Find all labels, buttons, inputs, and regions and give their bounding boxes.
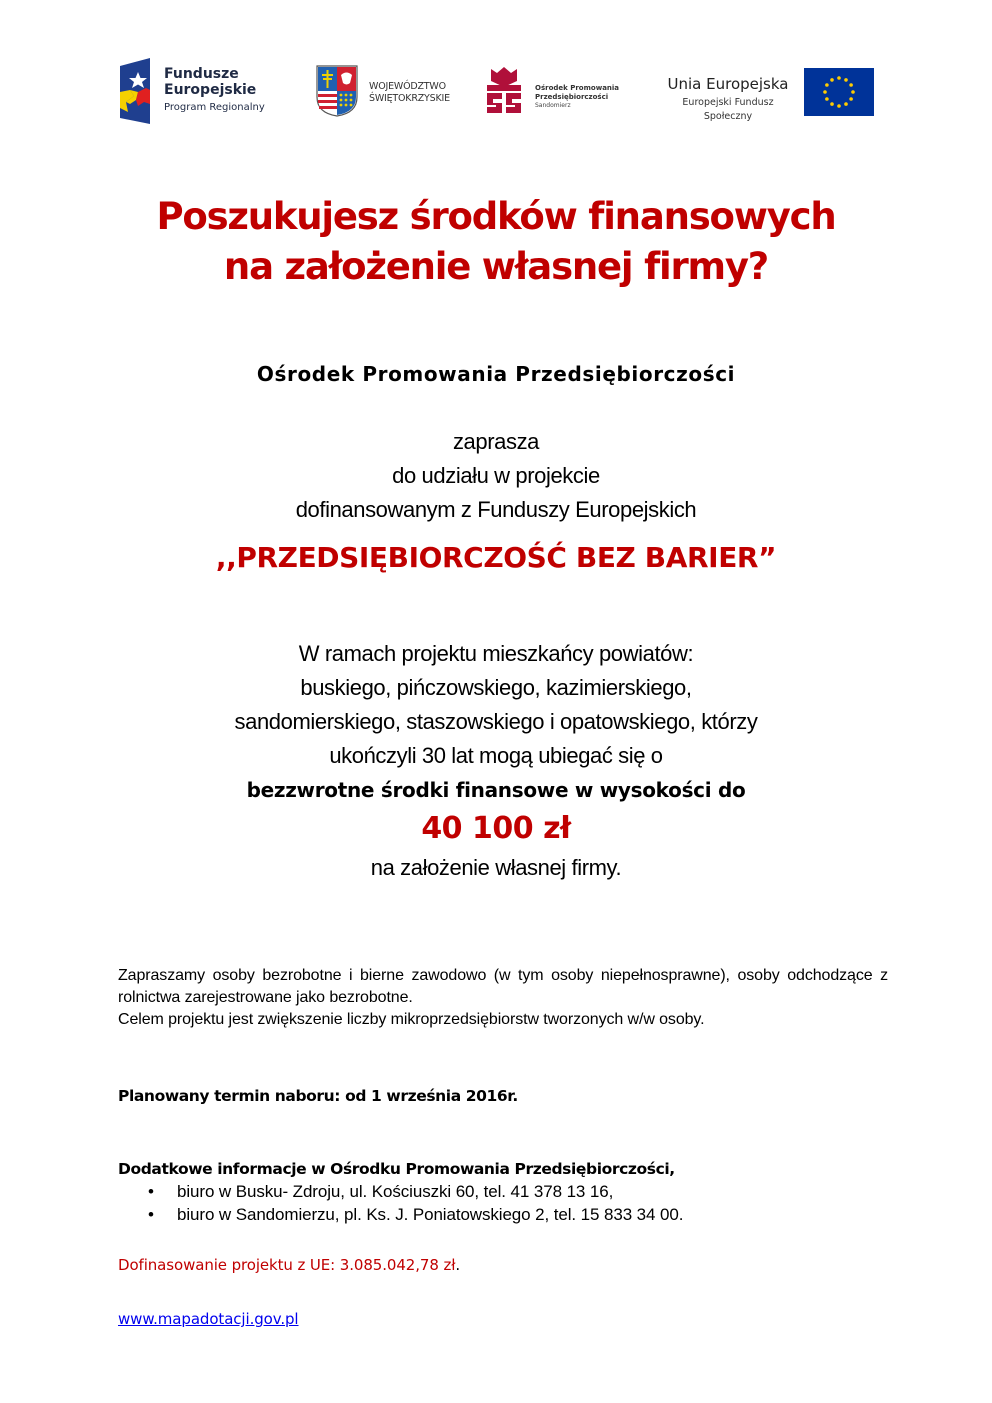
invite-line-3: dofinansowanym z Funduszy Europejskich [295, 497, 697, 522]
invite-line-1: zaprasza [452, 429, 540, 454]
eligibility-line-3: sandomierskiego, staszowskiego i opatowskiego, którzy [234, 709, 758, 734]
cofinancing-text: Dofinasowanie projektu z UE: 3.085.042,78 zł [118, 1256, 456, 1274]
organization-name: Ośrodek Promowania Przedsiębiorczości [256, 362, 736, 386]
fundusze-europejskie-stars-icon [118, 58, 152, 124]
logo-ue-line1: Unia Europejska [667, 75, 789, 93]
eligibility-grant-text: bezzwrotne środki finansowe w wysokości do [246, 778, 746, 802]
eligibility-line-2: buskiego, pińczowskiego, kazimierskiego, [300, 675, 692, 700]
invitation-text [0, 425, 992, 527]
logo-fe-line2: Europejskie [164, 82, 257, 98]
recruitment-date: Planowany termin naboru: od 1 września 2016r. [118, 1087, 518, 1105]
eligibility-line-7: na założenie własnej firmy. [370, 855, 622, 880]
cofinancing-info [118, 1254, 888, 1276]
logo-ws-line1: WOJEWÓDZTWO [369, 81, 446, 92]
website-link-container [118, 1308, 888, 1330]
office-list [118, 1180, 888, 1226]
office-item [118, 1180, 888, 1203]
logo-opp-line1: Ośrodek Promowania [535, 84, 620, 92]
opp-emblem-icon [485, 67, 523, 115]
page-title [0, 192, 992, 292]
eu-flag-icon [804, 68, 874, 116]
logo-opp-line2: Przedsiębiorczości [535, 93, 609, 101]
more-info-heading: Dodatkowe informacje w Ośrodku Promowania Przedsiębiorczości, [118, 1160, 675, 1178]
description-line-1: Zapraszamy osoby bezrobotne i bierne zawodowo (w tym osoby niepełnosprawne), osoby odchodzące z rolnictwa zarejestrowane jako bezrobotne. [118, 967, 888, 1006]
description-block [118, 965, 888, 1031]
logo-ws-line2: ŚWIĘTOKRZYSKIE [369, 93, 450, 104]
logo-fe-line1: Fundusze [164, 66, 239, 82]
logo-osrodek [485, 67, 625, 115]
logo-ue-line2: Europejski Fundusz Społeczny [682, 97, 774, 122]
eligibility-line-1: W ramach projektu mieszkańcy powiatów: [298, 641, 694, 666]
bullet-icon: • [148, 1182, 154, 1201]
logo-bar [118, 55, 878, 125]
description-line-2: Celem projektu jest zwiększenie liczby mikroprzedsiębiorstw tworzonych w/w osoby. [118, 1011, 705, 1028]
office-text: biuro w Sandomierzu, pl. Ks. J. Poniatowskiego 2, tel. 15 833 34 00. [177, 1205, 684, 1224]
eligibility-line-4: ukończyli 30 lat mogą ubiegać się o [329, 743, 663, 768]
logo-fe-line3: Program Regionalny [164, 102, 265, 113]
logo-unia-europejska [658, 75, 798, 122]
logo-fundusze-europejskie [118, 58, 278, 124]
grant-amount: 40 100 zł [421, 811, 571, 846]
more-info-block [118, 1158, 888, 1226]
eligibility-block [0, 637, 992, 885]
logo-wojewodztwo [316, 65, 461, 117]
cofinancing-period: . [455, 1256, 461, 1274]
office-text: biuro w Busku- Zdroju, ul. Kościuszki 60, tel. 41 378 13 16, [177, 1182, 614, 1201]
title-line-1: Poszukujesz środków finansowych [156, 195, 836, 238]
coat-of-arms-icon [316, 65, 358, 117]
project-name: ,,PRZEDSIĘBIORCZOŚĆ BEZ BARIER” [215, 541, 777, 574]
logo-opp-line3: Sandomierz [535, 102, 571, 109]
office-item [118, 1203, 888, 1226]
bullet-icon: • [148, 1205, 154, 1224]
website-link[interactable]: www.mapadotacji.gov.pl [118, 1310, 299, 1328]
title-line-2: na założenie własnej firmy? [223, 245, 769, 288]
invite-line-2: do udziału w projekcie [392, 463, 600, 488]
